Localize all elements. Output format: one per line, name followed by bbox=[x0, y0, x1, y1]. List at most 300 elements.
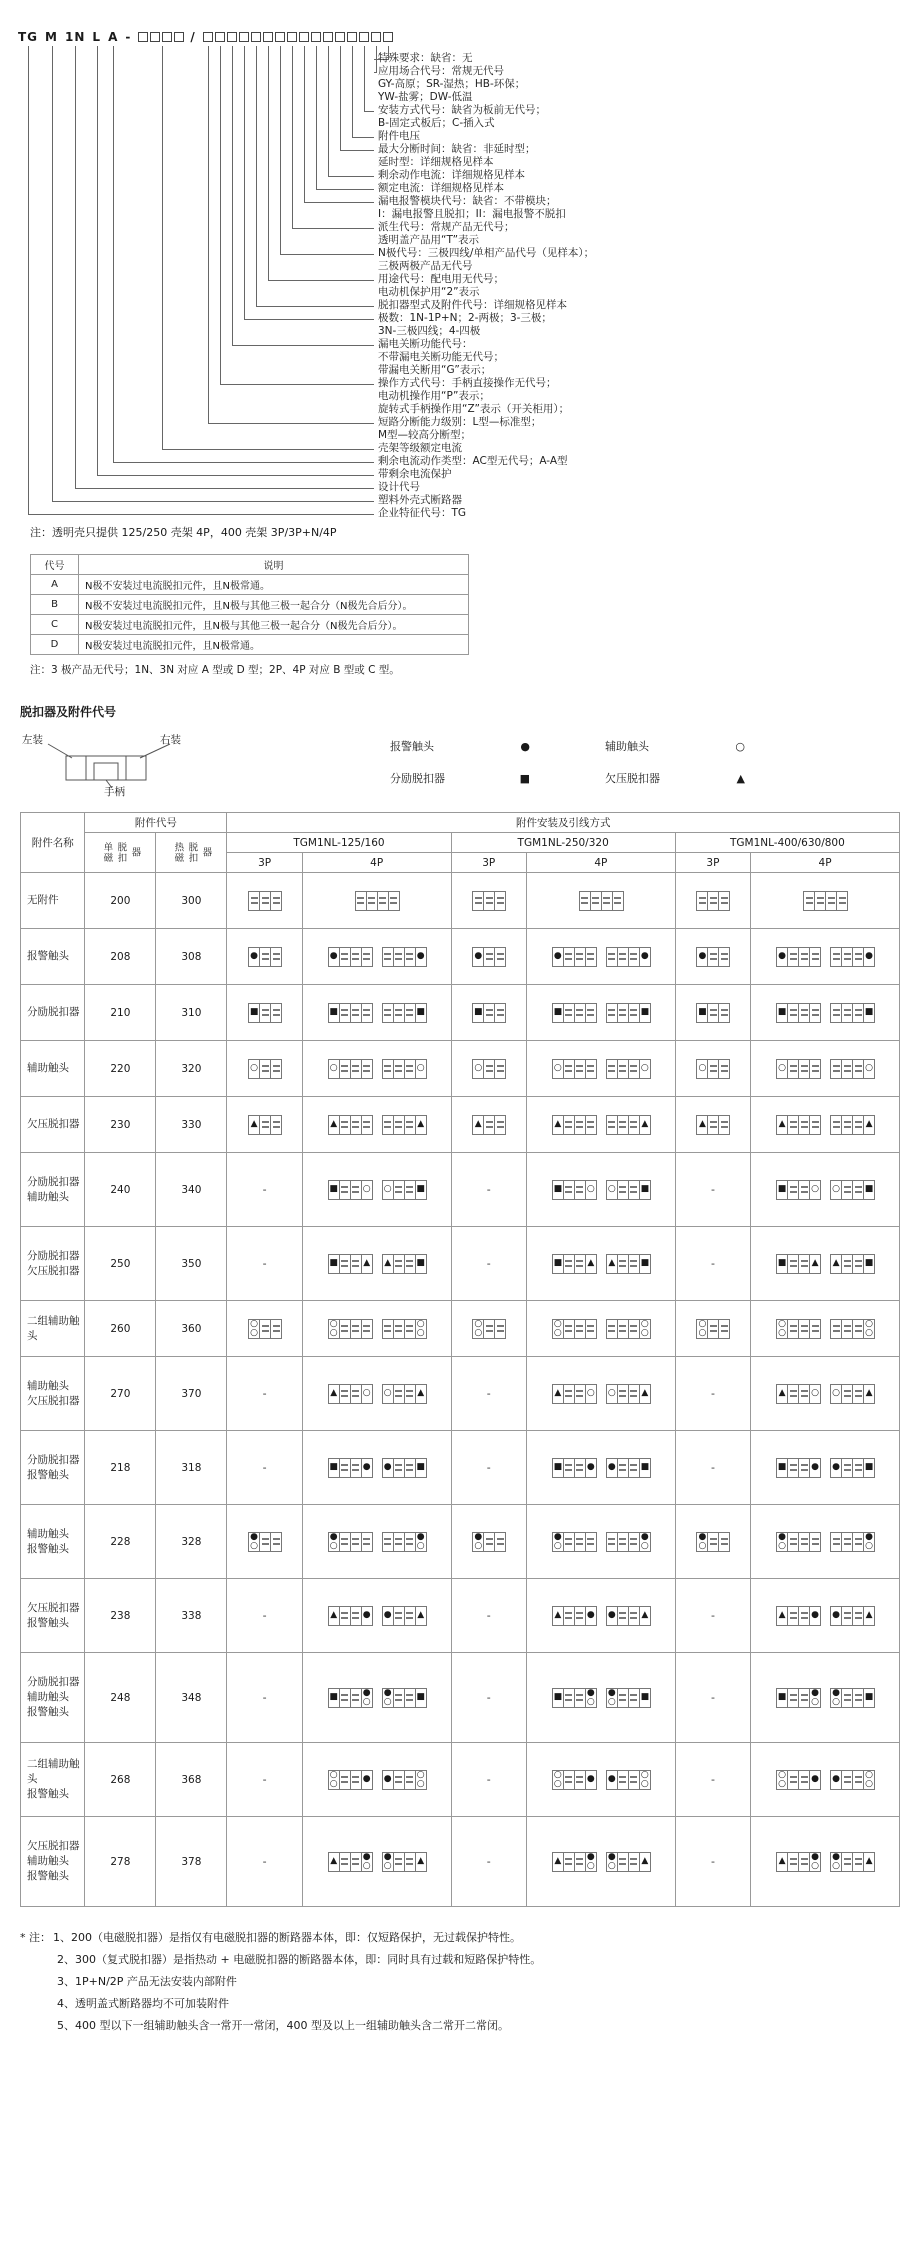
accessory-symbol-slot bbox=[361, 1852, 373, 1872]
callout-label: 漏电关断功能代号： bbox=[378, 338, 473, 350]
accessory-symbol: ● bbox=[607, 1610, 616, 1620]
accessory-name-line: 报警触头 bbox=[27, 1706, 69, 1718]
callout-label: 电动机操作用“P”表示； bbox=[378, 390, 490, 402]
terminal-bar bbox=[812, 1065, 819, 1067]
breaker-pole-diagram bbox=[776, 1688, 820, 1708]
accessory-symbol-slot bbox=[585, 1770, 597, 1790]
terminal-bar bbox=[565, 1699, 572, 1701]
header-frame-size: TGM1NL-400/630/800 bbox=[675, 833, 899, 853]
terminal-bar bbox=[844, 1694, 851, 1696]
terminal-bar bbox=[565, 958, 572, 960]
terminal-bar bbox=[341, 1858, 348, 1860]
terminal-bar bbox=[406, 1617, 413, 1619]
terminal-bar bbox=[828, 897, 835, 899]
terminal-bar bbox=[587, 1009, 594, 1011]
callout-connector-line bbox=[257, 46, 375, 307]
terminal-bar bbox=[384, 1065, 391, 1067]
breaker-pole-diagram bbox=[552, 1180, 596, 1200]
not-available-dash: - bbox=[486, 1257, 491, 1270]
accessory-row bbox=[21, 1227, 900, 1301]
install-diagram-cell bbox=[227, 1357, 302, 1431]
accessory-row bbox=[21, 985, 900, 1041]
header-pole-count: 3P bbox=[675, 853, 750, 873]
terminal-bar bbox=[844, 1126, 851, 1128]
terminal-bar bbox=[844, 1330, 851, 1332]
install-diagram-cell bbox=[751, 1817, 900, 1907]
accessory-symbol: ▲ bbox=[554, 1856, 562, 1866]
accessory-code: 218 bbox=[85, 1431, 156, 1505]
accessory-code: 268 bbox=[85, 1743, 156, 1817]
install-diagram-cell bbox=[451, 1227, 526, 1301]
terminal-bar bbox=[341, 953, 348, 955]
terminal-bar bbox=[395, 1390, 402, 1392]
terminal-bar bbox=[630, 1781, 637, 1783]
breaker-pole-diagram bbox=[776, 1319, 820, 1339]
breaker-pole-diagram bbox=[776, 1458, 820, 1478]
accessory-name-line: 报警触头 bbox=[27, 1870, 69, 1882]
terminal-bar bbox=[790, 1014, 797, 1016]
terminal-bar bbox=[614, 897, 621, 899]
terminal-bar bbox=[619, 1265, 626, 1267]
symbol-legend bbox=[390, 738, 820, 786]
accessory-code: 328 bbox=[156, 1505, 227, 1579]
accessory-symbol-slot bbox=[415, 1770, 427, 1790]
breaker-pole-diagram bbox=[606, 1319, 650, 1339]
accessory-symbol: ○ bbox=[553, 1778, 562, 1789]
install-diagram-cell bbox=[675, 873, 750, 929]
terminal-bar bbox=[619, 1186, 626, 1188]
terminal-bar bbox=[406, 1699, 413, 1701]
accessory-symbol-slot bbox=[415, 1115, 427, 1135]
terminal-bar bbox=[630, 1699, 637, 1701]
terminal-bar bbox=[587, 953, 594, 955]
terminal-bar bbox=[630, 1330, 637, 1332]
terminal-bar bbox=[801, 958, 808, 960]
not-available-dash: - bbox=[710, 1387, 715, 1400]
accessory-symbol: ■ bbox=[329, 1007, 338, 1017]
accessory-symbol: ● bbox=[362, 1462, 371, 1472]
install-diagram-cell bbox=[526, 1357, 675, 1431]
terminal-bar bbox=[395, 1009, 402, 1011]
model-box bbox=[275, 32, 285, 42]
pole-slot bbox=[494, 1319, 506, 1339]
accessory-symbol: ■ bbox=[553, 1184, 563, 1194]
breaker-pole-diagram bbox=[776, 1254, 820, 1274]
install-diagram-cell bbox=[526, 1301, 675, 1357]
accessory-code: 370 bbox=[156, 1357, 227, 1431]
model-prefix-part: TG bbox=[18, 30, 39, 44]
terminal-bar bbox=[855, 958, 862, 960]
pole-slot bbox=[585, 1319, 597, 1339]
terminal-bar bbox=[341, 1469, 348, 1471]
breaker-pole-diagram bbox=[579, 891, 623, 911]
breaker-pole-diagram bbox=[830, 1606, 874, 1626]
breaker-pole-diagram bbox=[830, 1384, 874, 1404]
install-diagram-cell bbox=[302, 873, 451, 929]
callout-connector-line bbox=[374, 46, 377, 73]
terminal-bar bbox=[790, 1612, 797, 1614]
accessory-symbol: ■ bbox=[416, 1184, 425, 1194]
callout-label: B-固定式板后；C-插入式 bbox=[378, 117, 495, 129]
install-diagram-cell bbox=[675, 1357, 750, 1431]
accessory-row bbox=[21, 1301, 900, 1357]
terminal-bar bbox=[395, 1699, 402, 1701]
terminal-bar bbox=[341, 1065, 348, 1067]
pole-slot bbox=[494, 1003, 506, 1023]
accessory-symbol: ○ bbox=[811, 1184, 819, 1194]
accessory-name bbox=[21, 985, 85, 1041]
breaker-pole-diagram bbox=[328, 947, 372, 967]
shunt-release-symbol: ■ bbox=[519, 771, 530, 785]
terminal-bar bbox=[630, 1191, 637, 1193]
model-separator: / bbox=[190, 30, 196, 44]
breaker-pole-diagram bbox=[382, 1770, 426, 1790]
accessory-symbol: ■ bbox=[329, 1184, 338, 1194]
terminal-bar bbox=[406, 958, 413, 960]
accessory-symbol: ▲ bbox=[608, 1258, 616, 1268]
terminal-bar bbox=[855, 1617, 862, 1619]
terminal-bar bbox=[855, 1781, 862, 1783]
terminal-bar bbox=[710, 1543, 717, 1545]
model-box bbox=[383, 32, 393, 42]
install-diagram-cell bbox=[526, 1653, 675, 1743]
install-diagram-cell bbox=[302, 1505, 451, 1579]
breaker-pole-diagram bbox=[776, 1115, 820, 1135]
pole-slot bbox=[718, 891, 730, 911]
accessory-symbol-slot bbox=[639, 1180, 651, 1200]
terminal-bar bbox=[721, 902, 728, 904]
terminal-bar bbox=[619, 1469, 626, 1471]
install-diagram-cell bbox=[302, 1817, 451, 1907]
install-diagram-cell bbox=[302, 1301, 451, 1357]
accessory-symbol: ○ bbox=[383, 1388, 392, 1398]
not-available-dash: - bbox=[710, 1691, 715, 1704]
terminal-bar bbox=[352, 1538, 359, 1540]
terminal-bar bbox=[812, 953, 819, 955]
terminal-bar bbox=[812, 1121, 819, 1123]
accessory-name-line: 分励脱扣器 bbox=[27, 1453, 80, 1466]
npole-code-value: C bbox=[31, 615, 79, 635]
callout-label: 漏电报警模块代号：缺省：不带模块； bbox=[378, 195, 557, 207]
model-box bbox=[371, 32, 381, 42]
breaker-pole-diagram bbox=[830, 1059, 874, 1079]
install-diagram-cell bbox=[227, 985, 302, 1041]
legend-label: 辅助触头 bbox=[605, 740, 649, 753]
terminal-bar bbox=[790, 1464, 797, 1466]
accessory-symbol: ▲ bbox=[641, 1610, 649, 1620]
terminal-bar bbox=[855, 1543, 862, 1545]
callout-connector-line bbox=[329, 46, 375, 177]
terminal-bar bbox=[619, 1694, 626, 1696]
callout-connector-line bbox=[269, 46, 375, 281]
terminal-bar bbox=[839, 902, 846, 904]
terminal-bar bbox=[608, 1121, 615, 1123]
breaker-pole-diagram bbox=[248, 1059, 281, 1079]
install-diagram-cell bbox=[675, 1743, 750, 1817]
accessory-symbol: ■ bbox=[640, 1184, 650, 1194]
header-pole-count: 3P bbox=[451, 853, 526, 873]
accessory-symbol: ● bbox=[698, 1531, 707, 1542]
terminal-bar bbox=[406, 1781, 413, 1783]
npole-code-row bbox=[31, 595, 469, 615]
terminal-bar bbox=[576, 1863, 583, 1865]
terminal-bar bbox=[262, 1538, 269, 1540]
terminal-bar bbox=[341, 1070, 348, 1072]
accessory-symbol: ● bbox=[383, 1851, 392, 1862]
accessory-symbol: ■ bbox=[329, 1258, 338, 1268]
breaker-pole-diagram bbox=[472, 1059, 505, 1079]
terminal-bar bbox=[395, 958, 402, 960]
terminal-bar bbox=[812, 1330, 819, 1332]
header-pole-count: 4P bbox=[302, 853, 451, 873]
accessory-name bbox=[21, 1097, 85, 1153]
footnote-text: 2、300（复式脱扣器）是指热动 + 电磁脱扣器的断路器本体，即：同时具有过载和短路保护特性。 bbox=[57, 1953, 542, 1966]
terminal-bar bbox=[406, 1390, 413, 1392]
footnote-line bbox=[20, 1927, 900, 1949]
breaker-pole-diagram bbox=[776, 1003, 820, 1023]
terminal-bar bbox=[790, 1009, 797, 1011]
accessory-symbol: ● bbox=[832, 1462, 840, 1472]
accessory-symbol: ■ bbox=[777, 1258, 787, 1268]
accessory-symbol: ○ bbox=[640, 1540, 649, 1551]
footnote-text: 1、200（电磁脱扣器）是指仅有电磁脱扣器的断路器本体，即：仅短路保护，无过载保护特性。 bbox=[53, 1931, 521, 1944]
callout-label: 带剩余电流保护 bbox=[378, 468, 452, 480]
pole-slot bbox=[361, 1532, 373, 1552]
terminal-bar bbox=[790, 1191, 797, 1193]
breaker-pole-diagram bbox=[776, 1059, 820, 1079]
footnote-line bbox=[20, 1971, 900, 1993]
terminal-bar bbox=[592, 902, 599, 904]
terminal-bar bbox=[395, 1186, 402, 1188]
terminal-bar bbox=[619, 1858, 626, 1860]
terminal-bar bbox=[630, 1863, 637, 1865]
accessory-symbol: ○ bbox=[416, 1318, 425, 1329]
terminal-bar bbox=[352, 953, 359, 955]
terminal-bar bbox=[608, 1325, 615, 1327]
accessory-name-line: 二组辅助触头 bbox=[27, 1758, 80, 1785]
terminal-bar bbox=[406, 1469, 413, 1471]
terminal-bar bbox=[262, 1126, 269, 1128]
accessory-symbol: ■ bbox=[777, 1184, 787, 1194]
accessory-symbol: ▲ bbox=[330, 1856, 338, 1866]
accessory-symbol: ■ bbox=[864, 1258, 874, 1268]
terminal-bar bbox=[844, 1395, 851, 1397]
install-diagram-cell bbox=[751, 1153, 900, 1227]
accessory-symbol-slot bbox=[809, 1770, 821, 1790]
not-available-dash: - bbox=[710, 1855, 715, 1868]
install-diagram-cell bbox=[227, 1653, 302, 1743]
terminal-bar bbox=[844, 1863, 851, 1865]
terminal-bar bbox=[341, 1014, 348, 1016]
accessory-symbol-slot bbox=[415, 1532, 427, 1552]
terminal-bar bbox=[801, 1776, 808, 1778]
terminal-bar bbox=[576, 1325, 583, 1327]
npole-code-value: A bbox=[31, 575, 79, 595]
model-box bbox=[251, 32, 261, 42]
install-diagram-cell bbox=[451, 1097, 526, 1153]
breaker-pole-diagram bbox=[248, 891, 281, 911]
accessory-symbol: ▲ bbox=[778, 1610, 786, 1620]
breaker-pole-diagram bbox=[830, 1688, 874, 1708]
terminal-bar bbox=[352, 1065, 359, 1067]
accessory-symbol: ▲ bbox=[778, 1856, 786, 1866]
terminal-bar bbox=[576, 1538, 583, 1540]
accessory-code: 360 bbox=[156, 1301, 227, 1357]
accessory-symbol: ○ bbox=[383, 1860, 392, 1871]
terminal-bar bbox=[486, 1543, 493, 1545]
terminal-bar bbox=[363, 1543, 370, 1545]
footnote-text: 4、透明盖式断路器均不可加装附件 bbox=[57, 1997, 229, 2010]
terminal-bar bbox=[363, 1126, 370, 1128]
accessory-code: 310 bbox=[156, 985, 227, 1041]
terminal-bar bbox=[497, 902, 504, 904]
terminal-bar bbox=[833, 1014, 840, 1016]
not-available-dash: - bbox=[262, 1855, 267, 1868]
install-diagram-cell bbox=[227, 1301, 302, 1357]
breaker-pole-diagram bbox=[606, 1180, 650, 1200]
accessory-symbol-slot bbox=[639, 1606, 651, 1626]
accessory-symbol-slot bbox=[361, 1254, 373, 1274]
accessory-symbol: ■ bbox=[553, 1007, 563, 1017]
accessory-symbol: ○ bbox=[778, 1769, 786, 1780]
terminal-bar bbox=[565, 1863, 572, 1865]
accessory-name bbox=[21, 1653, 85, 1743]
breaker-pole-diagram bbox=[328, 1384, 372, 1404]
accessory-symbol: ▲ bbox=[698, 1119, 706, 1129]
terminal-bar bbox=[352, 1781, 359, 1783]
breaker-pole-diagram bbox=[328, 1770, 372, 1790]
terminal-bar bbox=[721, 1065, 728, 1067]
accessory-name bbox=[21, 1041, 85, 1097]
model-prefix-part: L bbox=[92, 30, 102, 44]
terminal-bar bbox=[619, 1121, 626, 1123]
terminal-bar bbox=[833, 1330, 840, 1332]
terminal-bar bbox=[497, 897, 504, 899]
accessory-symbol: ● bbox=[329, 1531, 338, 1542]
terminal-bar bbox=[790, 1121, 797, 1123]
terminal-bar bbox=[619, 1070, 626, 1072]
accessory-symbol: ■ bbox=[416, 1692, 425, 1702]
pole-slot bbox=[388, 891, 400, 911]
callout-label: 操作方式代号：手柄直接操作无代号； bbox=[378, 377, 557, 389]
install-diagram-cell bbox=[451, 985, 526, 1041]
terminal-bar bbox=[801, 1612, 808, 1614]
terminal-bar bbox=[801, 1694, 808, 1696]
footnote-line bbox=[20, 1993, 900, 2015]
terminal-bar bbox=[395, 1014, 402, 1016]
terminal-bar bbox=[844, 1191, 851, 1193]
accessory-symbol: ○ bbox=[416, 1769, 425, 1780]
terminal-bar bbox=[844, 1538, 851, 1540]
terminal-bar bbox=[352, 1469, 359, 1471]
accessory-symbol-slot bbox=[415, 1688, 427, 1708]
terminal-bar bbox=[576, 1776, 583, 1778]
accessory-code: 330 bbox=[156, 1097, 227, 1153]
accessory-symbol-slot bbox=[415, 1606, 427, 1626]
terminal-bar bbox=[721, 1009, 728, 1011]
terminal-bar bbox=[790, 1330, 797, 1332]
terminal-bar bbox=[341, 1781, 348, 1783]
accessory-symbol: ○ bbox=[640, 1778, 649, 1789]
model-box bbox=[359, 32, 369, 42]
accessory-symbol: ■ bbox=[777, 1007, 787, 1017]
terminal-bar bbox=[352, 1395, 359, 1397]
model-box bbox=[311, 32, 321, 42]
accessory-symbol: ● bbox=[865, 1531, 873, 1542]
install-diagram-cell bbox=[227, 873, 302, 929]
pole-slot bbox=[494, 891, 506, 911]
terminal-bar bbox=[630, 1070, 637, 1072]
accessory-symbol: ○ bbox=[607, 1696, 616, 1707]
accessory-name bbox=[21, 1743, 85, 1817]
terminal-bar bbox=[384, 1543, 391, 1545]
breaker-pole-diagram bbox=[606, 1115, 650, 1135]
accessory-symbol-slot bbox=[863, 1115, 875, 1135]
terminal-bar bbox=[497, 1543, 504, 1545]
not-available-dash: - bbox=[710, 1609, 715, 1622]
pole-slot bbox=[585, 1115, 597, 1135]
accessory-symbol: ▲ bbox=[250, 1119, 258, 1129]
terminal-bar bbox=[710, 1070, 717, 1072]
terminal-bar bbox=[368, 897, 375, 899]
terminal-bar bbox=[721, 1070, 728, 1072]
terminal-bar bbox=[790, 953, 797, 955]
callout-connector-line bbox=[53, 46, 375, 502]
accessory-symbol: ● bbox=[811, 1687, 819, 1698]
terminal-bar bbox=[608, 1126, 615, 1128]
accessory-symbol: ○ bbox=[640, 1769, 649, 1780]
accessory-symbol: ● bbox=[586, 1610, 595, 1620]
breaker-pole-diagram bbox=[830, 1532, 874, 1552]
terminal-bar bbox=[630, 1186, 637, 1188]
terminal-bar bbox=[341, 1390, 348, 1392]
terminal-bar bbox=[855, 1265, 862, 1267]
install-diagram-cell bbox=[451, 1153, 526, 1227]
callout-label: 极数：1N-1P+N；2-两极；3-三极； bbox=[378, 312, 552, 324]
breaker-pole-diagram bbox=[552, 1059, 596, 1079]
install-diagram-cell bbox=[751, 1653, 900, 1743]
terminal-bar bbox=[395, 1858, 402, 1860]
terminal-bar bbox=[486, 1325, 493, 1327]
install-diagram-cell bbox=[302, 1227, 451, 1301]
model-box bbox=[162, 32, 172, 42]
terminal-bar bbox=[341, 1265, 348, 1267]
terminal-bar bbox=[844, 958, 851, 960]
terminal-bar bbox=[630, 1538, 637, 1540]
terminal-bar bbox=[855, 1858, 862, 1860]
pole-slot bbox=[494, 1532, 506, 1552]
terminal-bar bbox=[273, 897, 280, 899]
terminal-bar bbox=[801, 1543, 808, 1545]
terminal-bar bbox=[608, 1070, 615, 1072]
breaker-pole-diagram bbox=[606, 1059, 650, 1079]
accessory-symbol-slot bbox=[639, 1059, 651, 1079]
breaker-pole-diagram bbox=[696, 1059, 729, 1079]
accessory-code: 248 bbox=[85, 1653, 156, 1743]
accessory-symbol: ○ bbox=[250, 1540, 258, 1551]
not-available-dash: - bbox=[710, 1257, 715, 1270]
install-diagram-cell bbox=[526, 1505, 675, 1579]
breaker-pole-diagram bbox=[830, 1180, 874, 1200]
accessory-symbol: ● bbox=[832, 1687, 840, 1698]
terminal-bar bbox=[855, 1694, 862, 1696]
pole-slot bbox=[361, 1059, 373, 1079]
callout-connector-line bbox=[353, 46, 375, 138]
accessory-name-line: 分励脱扣器 bbox=[27, 1676, 80, 1688]
terminal-bar bbox=[721, 1121, 728, 1123]
terminal-bar bbox=[341, 1009, 348, 1011]
accessory-symbol: ○ bbox=[698, 1318, 707, 1329]
